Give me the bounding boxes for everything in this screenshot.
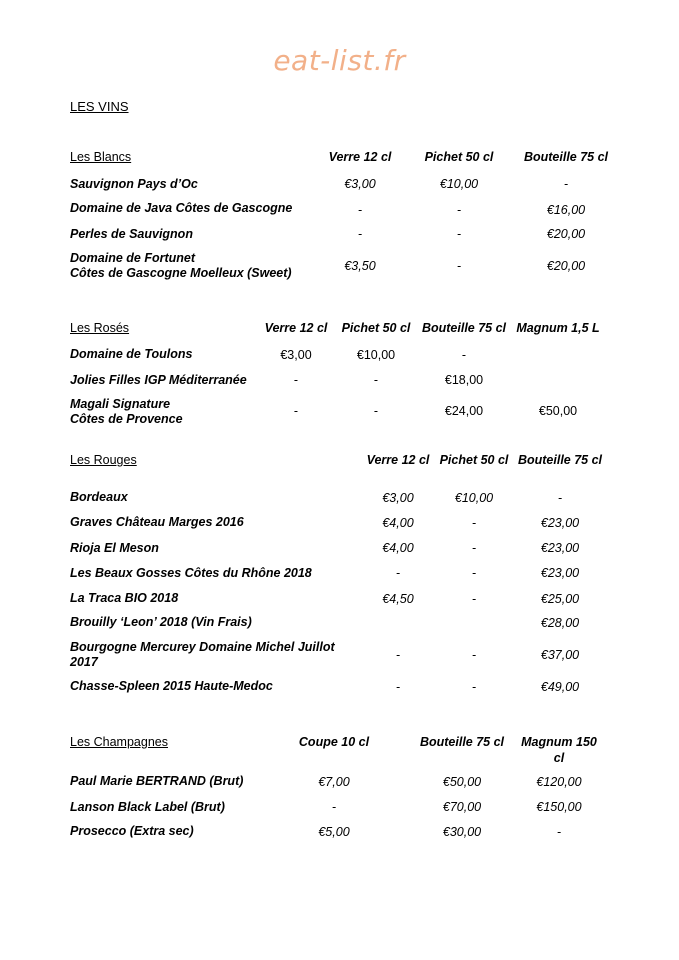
price-cell: €50,00 [538, 404, 578, 418]
price-cell: - [471, 648, 477, 662]
wine-name-line1: Domaine de Fortunet [70, 251, 196, 265]
column-header: Pichet 50 cl [341, 321, 411, 335]
wine-name: Sauvignon Pays d’Oc [70, 177, 198, 191]
price-cell: - [456, 259, 462, 273]
price-cell: - [373, 404, 379, 418]
wine-row [0, 591, 679, 607]
wine-row [0, 201, 679, 217]
price-cell: €23,00 [540, 516, 580, 530]
wine-name: Perles de Sauvignon [70, 227, 193, 241]
price-cell: - [471, 516, 477, 530]
price-cell: €30,00 [442, 825, 482, 839]
section-header-blancs [0, 150, 679, 166]
wine-name: Brouilly ‘Leon’ 2018 (Vin Frais) [70, 615, 252, 629]
column-header: Magnum 150 [521, 735, 597, 749]
column-header: Verre 12 cl [264, 321, 328, 335]
price-cell: €25,00 [540, 592, 580, 606]
section-label: Les Blancs [70, 150, 132, 164]
wine-name-line2: 2017 [70, 655, 98, 669]
price-cell: - [471, 680, 477, 694]
wine-name: Domaine de Toulons [70, 347, 193, 361]
price-cell: €7,00 [318, 775, 350, 789]
price-cell: €10,00 [454, 491, 494, 505]
price-cell: - [293, 404, 299, 418]
wine-name: Graves Château Marges 2016 [70, 515, 244, 529]
column-header: cl [553, 751, 565, 765]
price-cell: - [331, 800, 337, 814]
price-cell: - [373, 373, 379, 387]
price-cell: - [395, 566, 401, 580]
price-cell: €10,00 [439, 177, 479, 191]
price-cell: - [461, 348, 467, 362]
price-cell: €10,00 [356, 348, 396, 362]
wine-name: Domaine de Java Côtes de Gascogne [70, 201, 293, 215]
section-header-rouges [0, 453, 679, 469]
price-cell: €16,00 [546, 203, 586, 217]
wine-row [0, 800, 679, 816]
price-cell: - [456, 203, 462, 217]
price-cell: - [471, 566, 477, 580]
wine-name: Paul Marie BERTRAND (Brut) [70, 774, 244, 788]
price-cell: €3,00 [382, 491, 414, 505]
wine-row [0, 373, 679, 389]
wine-name-line2: Côtes de Gascogne Moelleux (Sweet) [70, 266, 292, 280]
wine-row [0, 824, 679, 840]
wine-name-line1: Bourgogne Mercurey Domaine Michel Juillot [70, 640, 335, 654]
price-cell: €23,00 [540, 566, 580, 580]
price-cell: €23,00 [540, 541, 580, 555]
section-header-champagnes [0, 735, 679, 767]
price-cell: €70,00 [442, 800, 482, 814]
section-label: Les Champagnes [70, 735, 168, 749]
price-cell: - [557, 491, 563, 505]
wine-name: Rioja El Meson [70, 541, 159, 555]
price-cell: - [471, 592, 477, 606]
price-cell: €3,00 [280, 348, 312, 362]
wine-name-line1: Magali Signature [70, 397, 171, 411]
price-cell: €4,00 [382, 516, 414, 530]
column-header: Bouteille 75 cl [523, 150, 609, 164]
wine-name: Bordeaux [70, 490, 128, 504]
column-header: Verre 12 cl [366, 453, 430, 467]
wine-name: Jolies Filles IGP Méditerranée [70, 373, 247, 387]
price-cell: €20,00 [546, 259, 586, 273]
column-header: Bouteille 75 cl [419, 735, 505, 749]
column-header: Coupe 10 cl [298, 735, 370, 749]
price-cell: €24,00 [444, 404, 484, 418]
price-cell: €4,50 [382, 592, 414, 606]
wine-name: Lanson Black Label (Brut) [70, 800, 225, 814]
price-cell: - [563, 177, 569, 191]
wine-row [0, 227, 679, 243]
price-cell: €120,00 [536, 775, 582, 789]
wine-row [0, 615, 679, 631]
price-cell: €18,00 [444, 373, 484, 387]
price-cell: - [293, 373, 299, 387]
section-header-roses [0, 321, 679, 337]
wine-name: Prosecco (Extra sec) [70, 824, 194, 838]
column-header: Bouteille 75 cl [421, 321, 507, 335]
price-cell: - [395, 680, 401, 694]
column-header: Pichet 50 cl [439, 453, 509, 467]
price-cell: - [471, 541, 477, 555]
wine-row [0, 640, 679, 672]
price-cell: €3,00 [344, 177, 376, 191]
price-cell: €4,00 [382, 541, 414, 555]
wine-row [0, 566, 679, 582]
wine-row [0, 347, 679, 363]
price-cell: €3,50 [344, 259, 376, 273]
column-header: Magnum 1,5 L [516, 321, 600, 335]
wine-row [0, 490, 679, 506]
wine-row [0, 177, 679, 193]
section-label: Les Rosés [70, 321, 130, 335]
wine-row [0, 397, 679, 429]
price-cell: - [357, 227, 363, 241]
wine-row [0, 774, 679, 790]
wine-name: Les Beaux Gosses Côtes du Rhône 2018 [70, 566, 312, 580]
price-cell: - [456, 227, 462, 241]
wine-row [0, 679, 679, 695]
price-cell: €28,00 [540, 616, 580, 630]
price-cell: - [357, 203, 363, 217]
price-cell: - [395, 648, 401, 662]
wine-row [0, 515, 679, 531]
price-cell: €5,00 [318, 825, 350, 839]
price-cell: €50,00 [442, 775, 482, 789]
watermark-logo: eat-list.fr [273, 44, 406, 77]
price-cell: €49,00 [540, 680, 580, 694]
wine-row [0, 541, 679, 557]
page-title: LES VINS [70, 99, 129, 114]
price-cell: €20,00 [546, 227, 586, 241]
wine-name-line2: Côtes de Provence [70, 412, 183, 426]
wine-name: Chasse-Spleen 2015 Haute-Medoc [70, 679, 273, 693]
column-header: Verre 12 cl [328, 150, 392, 164]
section-label: Les Rouges [70, 453, 137, 467]
price-cell: - [556, 825, 562, 839]
wine-name: La Traca BIO 2018 [70, 591, 179, 605]
column-header: Bouteille 75 cl [517, 453, 603, 467]
wine-row [0, 251, 679, 283]
column-header: Pichet 50 cl [424, 150, 494, 164]
price-cell: €150,00 [536, 800, 582, 814]
price-cell: €37,00 [540, 648, 580, 662]
